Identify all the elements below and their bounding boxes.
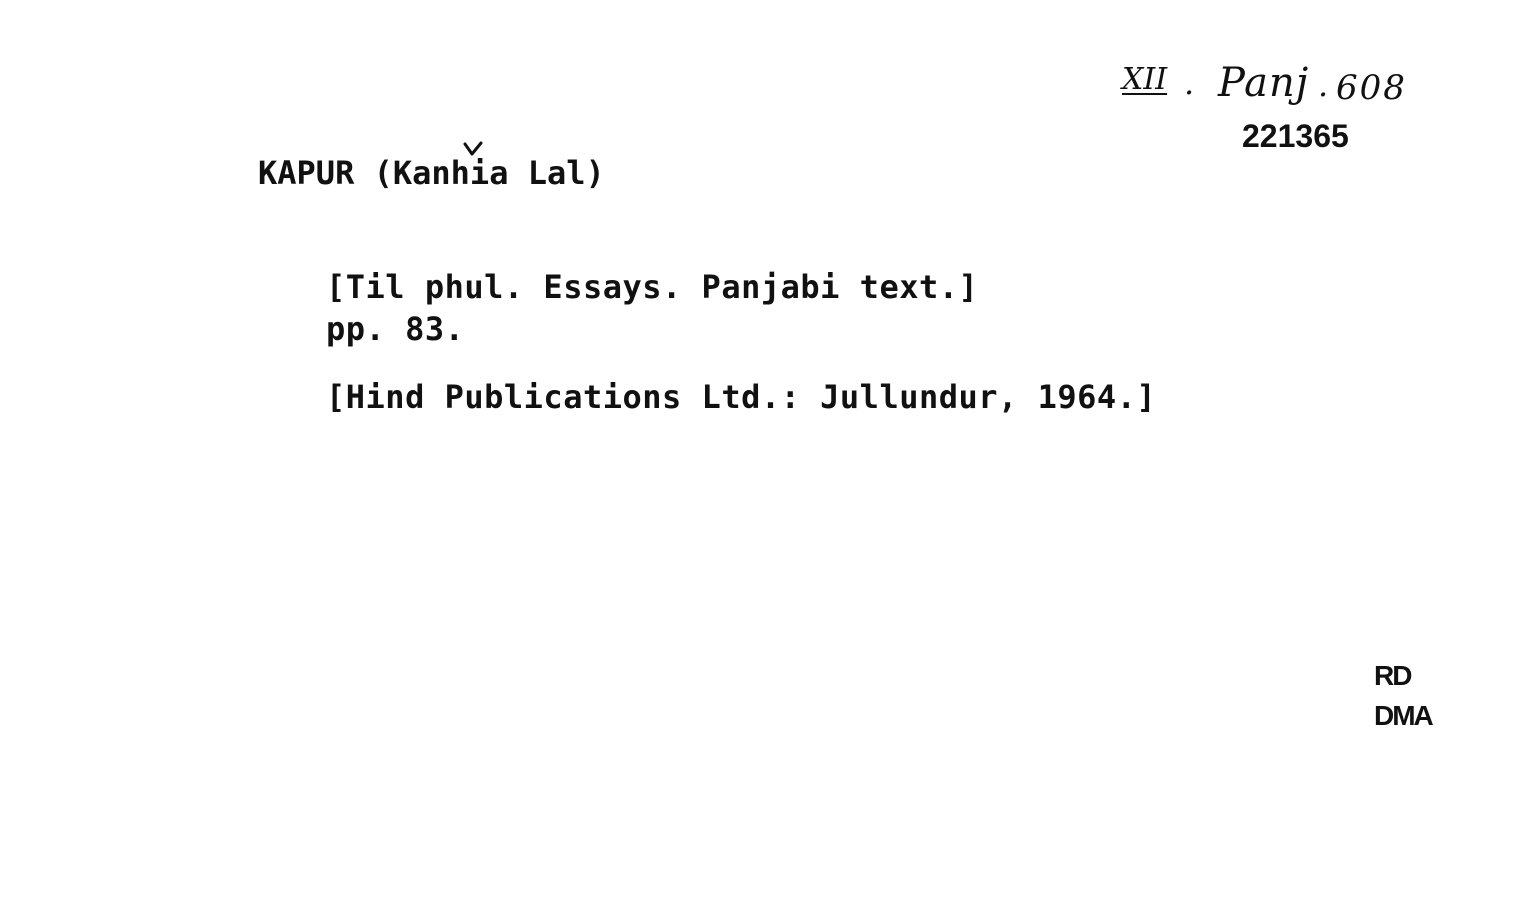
pagination: pp. 83. (326, 310, 465, 348)
title-line: [Til phul. Essays. Panjabi text.] (326, 268, 979, 306)
shelfmark (1122, 58, 1422, 110)
author-heading: KAPUR (Kanhia Lal) (258, 154, 605, 192)
accession-number: 221365 (1242, 118, 1349, 154)
imprint: [Hind Publications Ltd.: Jullundur, 1964.] (326, 378, 1157, 416)
shelfmark-roman: XII (1122, 62, 1168, 97)
handwritten-tick-mark (463, 141, 483, 157)
processing-code: RD (1374, 660, 1411, 691)
shelfmark-collection: Panj (1218, 60, 1310, 106)
shelfmark-separator: . (1184, 64, 1195, 102)
shelfmark-number: 608 (1336, 68, 1407, 108)
shelfmark-separator: . (1318, 66, 1329, 104)
processing-code: DMA (1374, 700, 1432, 731)
